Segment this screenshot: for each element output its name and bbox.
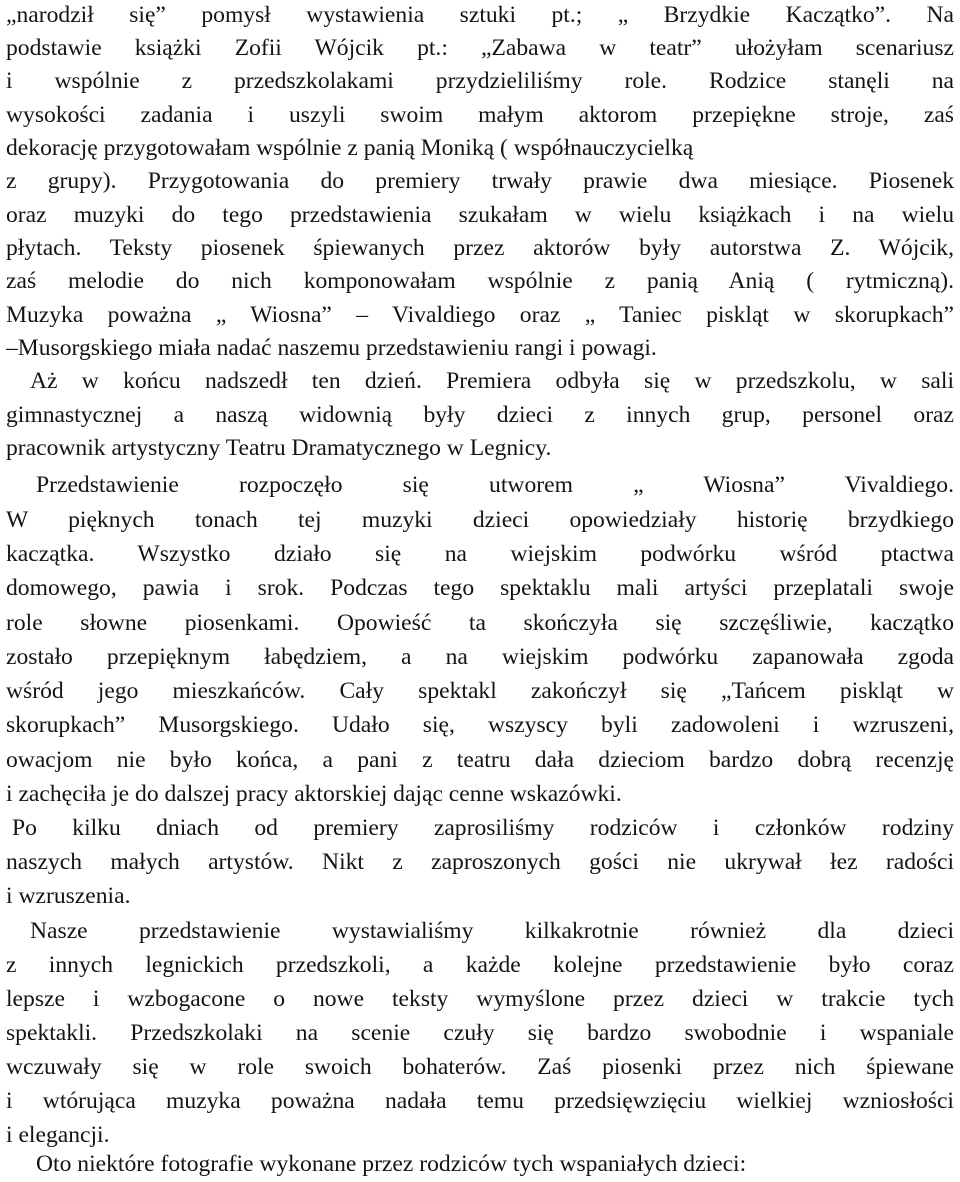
text-line: lepsze i wzbogacone o nowe teksty wymyślone przez dzieci w trakcie tych bbox=[6, 986, 954, 1012]
text-line: dekorację przygotowałam wspólnie z panią Moniką ( współnauczycielką bbox=[6, 135, 694, 161]
text-line: spektakli. Przedszkolaki na scenie czuły się bardzo swobodnie i wspaniale bbox=[6, 1020, 954, 1046]
text-line: Przedstawienie rozpoczęło się utworem „ Wiosna” Vivaldiego. bbox=[36, 472, 954, 498]
text-line: i zachęciła je do dalszej pracy aktorskiej dając cenne wskazówki. bbox=[6, 781, 622, 807]
text-line: owacjom nie było końca, a pani z teatru dała dzieciom bardzo dobrą recenzję bbox=[6, 747, 954, 773]
text-line: Aż w końcu nadszedł ten dzień. Premiera odbyła się w przedszkolu, w sali bbox=[30, 368, 954, 394]
text-line: i wzruszenia. bbox=[6, 883, 131, 909]
text-line: naszych małych artystów. Nikt z zaproszonych gości nie ukrywał łez radości bbox=[6, 849, 954, 875]
text-line: Nasze przedstawienie wystawialiśmy kilkakrotnie również dla dzieci bbox=[30, 918, 954, 944]
text-line: oraz muzyki do tego przedstawienia szukałam w wielu książkach i na wielu bbox=[6, 202, 954, 228]
text-line: płytach. Teksty piosenek śpiewanych przez aktorów były autorstwa Z. Wójcik, bbox=[6, 235, 954, 261]
text-line: wśród jego mieszkańców. Cały spektakl zakończył się „Tańcem piskląt w bbox=[6, 678, 954, 704]
text-line: skorupkach” Musorgskiego. Udało się, wszyscy byli zadowoleni i wzruszeni, bbox=[6, 712, 954, 738]
text-line: –Musorgskiego miała nadać naszemu przedstawieniu rangi i powagi. bbox=[6, 335, 657, 361]
text-line: kaczątka. Wszystko działo się na wiejskim podwórku wśród ptactwa bbox=[6, 541, 954, 567]
text-line: z grupy). Przygotowania do premiery trwały prawie dwa miesiące. Piosenek bbox=[6, 168, 954, 194]
text-line: wczuwały się w role swoich bohaterów. Zaś piosenki przez nich śpiewane bbox=[6, 1054, 954, 1080]
text-line: wysokości zadania i uszyli swoim małym aktorom przepiękne stroje, zaś bbox=[6, 102, 954, 128]
text-line: Oto niektóre fotografie wykonane przez rodziców tych wspaniałych dzieci: bbox=[36, 1151, 747, 1177]
text-line: Po kilku dniach od premiery zaprosiliśmy rodziców i członków rodziny bbox=[12, 815, 954, 841]
text-line: i wtórująca muzyka poważna nadała temu przedsięwzięciu wielkiej wzniosłości bbox=[6, 1088, 954, 1114]
text-line: zostało przepięknym łabędziem, a na wiejskim podwórku zapanowała zgoda bbox=[6, 644, 954, 670]
text-line: i elegancji. bbox=[6, 1122, 110, 1148]
text-line: Muzyka poważna „ Wiosna” – Vivaldiego oraz „ Taniec piskląt w skorupkach” bbox=[6, 302, 954, 328]
text-line: i wspólnie z przedszkolakami przydzieliliśmy role. Rodzice stanęli na bbox=[6, 68, 954, 94]
text-line: z innych legnickich przedszkoli, a każde kolejne przedstawienie było coraz bbox=[6, 952, 954, 978]
text-line: podstawie książki Zofii Wójcik pt.: „Zabawa w teatr” ułożyłam scenariusz bbox=[6, 35, 954, 61]
text-line: domowego, pawia i srok. Podczas tego spektaklu mali artyści przeplatali swoje bbox=[6, 575, 954, 601]
text-line: role słowne piosenkami. Opowieść ta skończyła się szczęśliwie, kaczątko bbox=[6, 610, 954, 636]
text-line: gimnastycznej a naszą widownią były dzieci z innych grup, personel oraz bbox=[6, 402, 954, 428]
text-line: „narodził się” pomysł wystawienia sztuki pt.; „ Brzydkie Kaczątko”. Na bbox=[6, 2, 954, 28]
text-line: zaś melodie do nich komponowałam wspólnie z panią Anią ( rytmiczną). bbox=[6, 268, 954, 294]
text-line: W pięknych tonach tej muzyki dzieci opowiedziały historię brzydkiego bbox=[6, 507, 954, 533]
text-line: pracownik artystyczny Teatru Dramatycznego w Legnicy. bbox=[6, 435, 552, 461]
